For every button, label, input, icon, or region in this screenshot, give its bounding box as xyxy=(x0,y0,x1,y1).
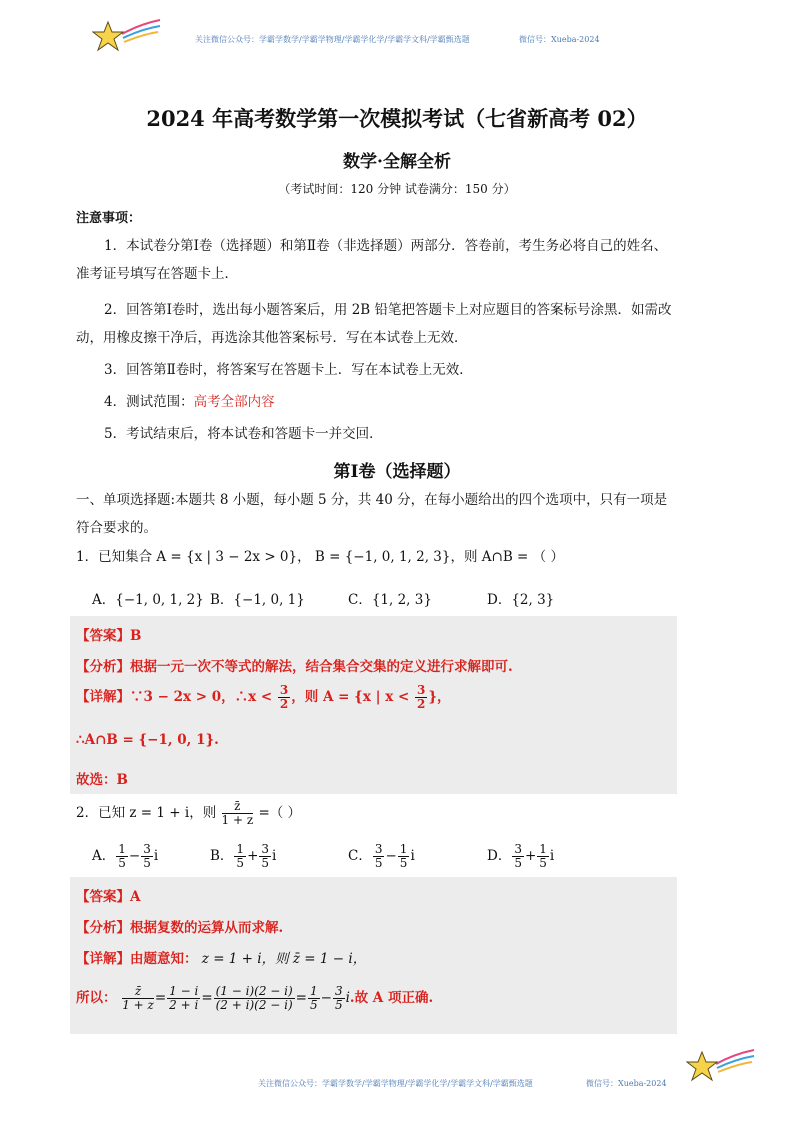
q1-detail xyxy=(76,684,451,711)
footer-wechat-id: 微信号：Xueba-2024 xyxy=(586,1079,667,1088)
q1-detail-label: 【详解】 xyxy=(76,689,130,706)
q2-c-num2: 1 xyxy=(399,842,408,856)
star-logo-icon xyxy=(92,16,162,60)
q2-b-unit: i xyxy=(272,848,277,865)
q1-answer: 【答案】B xyxy=(76,628,142,644)
q2-a-sign: − xyxy=(128,848,141,865)
q2-work-frac-4 xyxy=(308,985,320,1012)
q2-f1-num: z̄ xyxy=(122,985,154,999)
exam-meta: （考试时间：120 分钟 试卷满分：150 分） xyxy=(278,182,516,196)
q2-b-sign: + xyxy=(247,848,259,865)
q2-work xyxy=(76,985,433,1012)
q2-unit: i xyxy=(345,990,350,1007)
q2-answer: 【答案】A xyxy=(76,889,141,905)
q2-c-num1: 3 xyxy=(374,842,383,856)
page-subtitle: 数学·全解全析 xyxy=(343,152,451,172)
q2-work-frac-5 xyxy=(333,985,345,1012)
q2-eq-2: = xyxy=(201,990,213,1007)
q2-d-den2: 5 xyxy=(539,856,547,871)
q2-eq-1: = xyxy=(154,990,167,1007)
q2-a-den2: 5 xyxy=(143,856,151,871)
page-title: 2024 年高考数学第一次模拟考试（七省新高考 02） xyxy=(146,106,648,131)
footer-promo-text: 关注微信公众号：学霸学数学/学霸学物理/学霸学化学/学霸学文科/学霸甄选题 xyxy=(258,1079,533,1088)
q2-option-a-label: A． xyxy=(92,848,116,865)
q2-stem-num: z̄ xyxy=(222,800,254,814)
q2-a-den1: 5 xyxy=(118,856,126,871)
q2-detail-math: z = 1 + i，则 z̄ = 1 − i， xyxy=(197,951,367,967)
q2-stem-den: 1 + z xyxy=(221,813,254,828)
q2-c-den2: 5 xyxy=(399,856,408,871)
q2-work-label: 所以： xyxy=(76,990,117,1007)
q2-option-b xyxy=(210,843,276,870)
q1-choice: 故选：B xyxy=(76,772,128,788)
q1-frac1-num: 3 xyxy=(279,683,289,697)
q1-option-a: A．{−1, 0, 1, 2} xyxy=(92,592,204,608)
question-1-stem: 1．已知集合 A = {x | 3 − 2x > 0}， B = {−1, 0, 1, 2, 3}，则 A∩B = （ ） xyxy=(76,549,564,565)
q2-c-sign: − xyxy=(385,848,397,865)
q1-frac1-den: 2 xyxy=(279,697,289,712)
q2-d-unit: i xyxy=(549,848,555,865)
q2-minus: − xyxy=(320,990,332,1007)
q2-f3-den: (2 + i)(2 − i) xyxy=(215,998,293,1013)
q1-option-b: B．{−1, 0, 1} xyxy=(210,592,305,608)
q2-work-frac-2 xyxy=(167,985,200,1012)
q2-f4-den: 5 xyxy=(309,998,318,1013)
q2-a-num2: 3 xyxy=(143,842,151,856)
test-scope: 高考全部内容 xyxy=(193,394,275,410)
q1-detail-part-a: ∵3 − 2x > 0，∴x < xyxy=(130,689,273,706)
q2-option-c-label: C． xyxy=(348,848,372,865)
q1-option-d: D．{2, 3} xyxy=(487,592,555,608)
q2-f4-num: 1 xyxy=(309,984,318,998)
q1-frac2-den: 2 xyxy=(416,697,426,712)
q2-detail xyxy=(76,947,366,967)
q2-stem-fraction xyxy=(222,800,254,827)
q2-option-a xyxy=(92,843,158,870)
q1-detail-part-c: }， xyxy=(428,689,451,706)
notice-item-2: 2．回答第Ⅰ卷时，选出每小题答案后，用 2B 铅笔把答题卡上对应题目的答案标号涂黑．如需改动，用橡皮擦干净后，再选涂其他答案标号．写在本试卷上无效． xyxy=(76,302,672,346)
q2-work-frac-1 xyxy=(122,985,154,1012)
q2-d-num1: 3 xyxy=(514,842,522,856)
q2-option-b-label: B． xyxy=(210,848,234,865)
notice-item-4-prefix: 4．测试范围： xyxy=(104,394,194,410)
notice-item-3: 3．回答第Ⅱ卷时，将答案写在答题卡上．写在本试卷上无效． xyxy=(104,362,473,378)
q2-option-d-label: D． xyxy=(487,848,512,865)
q2-f5-num: 3 xyxy=(334,984,343,998)
q1-detail-part-b: ，则 A = {x | x < xyxy=(291,689,410,706)
q2-d-num2: 1 xyxy=(539,842,547,856)
q1-frac2-num: 3 xyxy=(416,683,426,697)
q2-c-unit: i xyxy=(410,848,415,865)
q1-fraction-1 xyxy=(278,684,290,711)
q2-option-c xyxy=(348,843,415,870)
q2-b-num1: 1 xyxy=(236,842,245,856)
q2-detail-label: 【详解】由题意知： xyxy=(76,951,198,967)
q2-f2-num: 1 − i xyxy=(169,984,199,998)
q2-d-sign: + xyxy=(524,848,537,865)
header-wechat-id: 微信号：Xueba-2024 xyxy=(519,35,600,44)
notice-item-4 xyxy=(76,388,676,416)
q2-conclusion: .故 A 项正确. xyxy=(349,990,434,1007)
q2-option-d xyxy=(487,843,554,870)
notice-item-5: 5．考试结束后，将本试卷和答题卡一并交回． xyxy=(104,426,383,442)
footer-star-icon xyxy=(686,1046,756,1090)
q2-a-num1: 1 xyxy=(118,842,126,856)
q2-f3-num: (1 − i)(2 − i) xyxy=(215,984,293,998)
q2-a-unit: i xyxy=(153,848,159,865)
notice-heading: 注意事项： xyxy=(76,211,142,226)
q2-stem-part-b: =（ ） xyxy=(258,805,302,822)
q1-analysis: 【分析】根据一元一次不等式的解法，结合集合交集的定义进行求解即可. xyxy=(76,659,513,675)
q2-f5-den: 5 xyxy=(334,998,343,1013)
q2-eq-3: = xyxy=(295,990,307,1007)
section-instructions: 一、单项选择题:本题共 8 小题，每小题 5 分，共 40 分，在每小题给出的四个选项中，只有一项是符合要求的。 xyxy=(76,492,668,536)
q2-b-den1: 5 xyxy=(236,856,245,871)
notice-item-1: 1．本试卷分第Ⅰ卷（选择题）和第Ⅱ卷（非选择题）两部分．答卷前，考生务必将自己的姓名、准考证号填写在答题卡上． xyxy=(76,238,668,282)
q2-d-den1: 5 xyxy=(514,856,522,871)
q2-work-frac-3 xyxy=(214,985,295,1012)
header-promo-text: 关注微信公众号：学霸学数学/学霸学物理/学霸学化学/学霸学文科/学霸甄选题 xyxy=(195,35,470,44)
q2-f2-den: 2 + i xyxy=(169,998,199,1013)
q2-stem-part-a: 2．已知 z = 1 + i，则 xyxy=(76,805,217,822)
q2-f1-den: 1 + z xyxy=(122,998,154,1013)
q1-result: ∴A∩B = {−1, 0, 1}. xyxy=(76,732,219,748)
section-title: 第Ⅰ卷（选择题） xyxy=(333,462,461,482)
q1-fraction-2 xyxy=(415,684,427,711)
q1-option-c: C．{1, 2, 3} xyxy=(348,592,432,608)
q2-b-num2: 3 xyxy=(261,842,270,856)
q2-analysis: 【分析】根据复数的运算从而求解. xyxy=(76,920,284,936)
q2-c-den1: 5 xyxy=(374,856,383,871)
question-2-stem xyxy=(76,800,301,827)
q2-b-den2: 5 xyxy=(261,856,270,871)
